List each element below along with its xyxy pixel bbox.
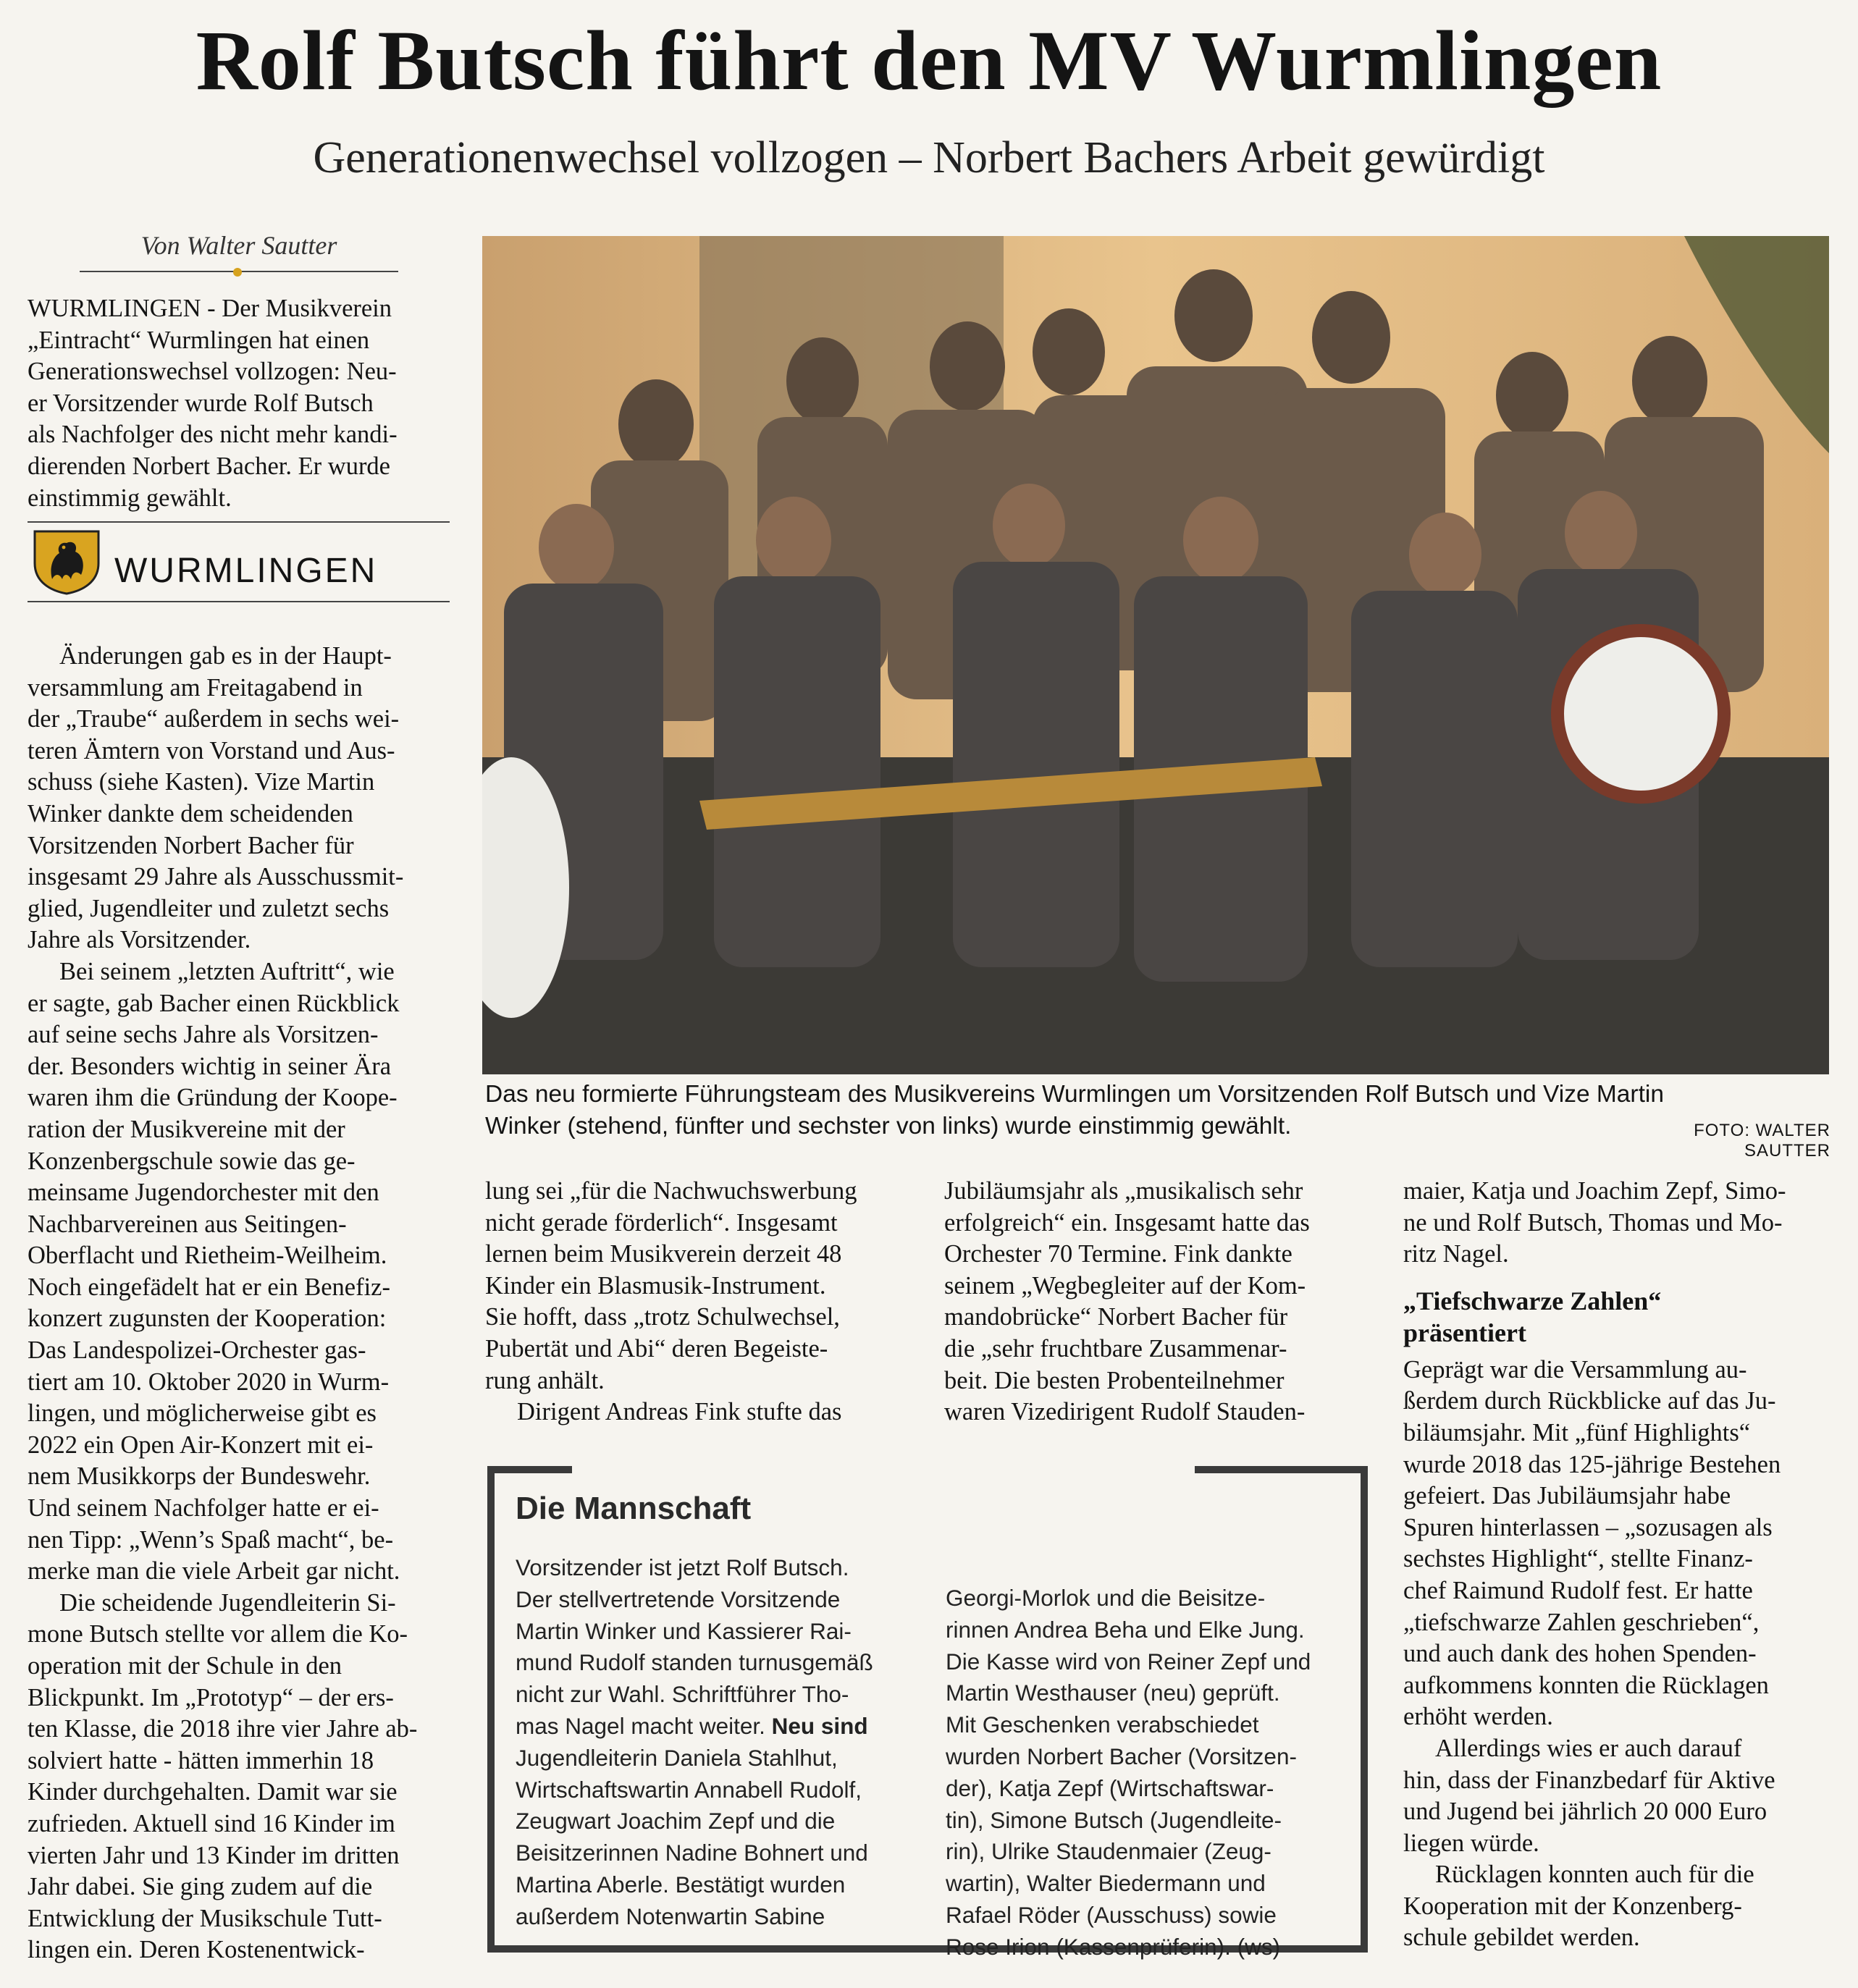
text-line: ritz Nagel. — [1403, 1240, 1509, 1268]
text-line: Sie hofft, dass „trotz Schulwechsel, — [485, 1303, 840, 1331]
paragraph — [1403, 1355, 1830, 1733]
text-line: konzert zugunsten der Kooperation: — [28, 1305, 387, 1333]
paragraph — [1403, 1859, 1830, 1954]
headline: Rolf Butsch führt den MV Wurmlingen — [196, 13, 1662, 108]
subheadline: Generationenwechsel vollzogen – Norbert Bachers Arbeit gewürdigt — [313, 133, 1545, 182]
text-line: aufkommens konnten die Rücklagen — [1403, 1671, 1769, 1699]
text-line: Pubertät und Abi“ deren Begeiste- — [485, 1334, 828, 1362]
text-line: hin, dass der Finanzbedarf für Aktive — [1403, 1766, 1775, 1794]
text-line: Jahre als Vorsitzender. — [28, 926, 251, 954]
text-line: Bei seinem „letzten Auftritt“, wie — [59, 957, 395, 985]
text-line: chef Raimund Rudolf fest. Er hatte — [1403, 1576, 1753, 1604]
text-line: ne und Rolf Butsch, Thomas und Mo- — [1403, 1208, 1783, 1237]
text-line: außerdem Notenwartin Sabine — [516, 1903, 825, 1929]
text-line: maier, Katja und Joachim Zepf, Simo- — [1403, 1177, 1786, 1205]
text-line: biläumsjahr. Mit „fünf Highlights“ — [1403, 1418, 1751, 1446]
text-line: der), Katja Zepf (Wirtschaftswar- — [946, 1774, 1274, 1801]
text-line: Rücklagen konnten auch für die — [1435, 1861, 1754, 1889]
divider — [28, 601, 450, 602]
article-column-2 — [485, 1176, 911, 1428]
text-line: mund Rudolf standen turnusgemäß — [516, 1649, 873, 1676]
text-line: mone Butsch stellte vor allem die Ko- — [28, 1620, 408, 1648]
text-line: „tiefschwarze Zahlen geschrieben“, — [1403, 1608, 1760, 1636]
byline-ornament — [233, 268, 242, 277]
text-line: Kinder durchgehalten. Damit war sie — [28, 1778, 398, 1806]
caption-line: Winker (stehend, fünfter und sechster von links) wurde einstimmig gewählt. — [485, 1113, 1292, 1140]
text-line: Mit Geschenken verabschiedet — [946, 1711, 1259, 1738]
article-column-3 — [944, 1176, 1370, 1428]
text-line: operation mit der Schule in den — [28, 1652, 342, 1680]
text-line: Rafael Röder (Ausschuss) sowie — [946, 1901, 1277, 1928]
text-line: insgesamt 29 Jahre als Ausschussmit- — [28, 863, 404, 891]
paragraph — [28, 1588, 450, 1966]
text-line: Änderungen gab es in der Haupt- — [59, 642, 392, 670]
section-subtitle — [1403, 1285, 1830, 1349]
text-line: Zeugwart Joachim Zepf und die — [516, 1808, 836, 1835]
text-line: Generationswechsel vollzogen: Neu- — [28, 358, 397, 386]
text-line: sechstes Highlight“, stellte Finanz- — [1403, 1545, 1753, 1573]
text-line: ration der Musikvereine mit der — [28, 1115, 345, 1143]
text-line: wurden Norbert Bacher (Vorsitzen- — [946, 1743, 1297, 1769]
text-line: lingen ein. Deren Kostenentwick- — [28, 1936, 365, 1964]
text-line: Blickpunkt. Im „Prototyp“ – der ers- — [28, 1683, 394, 1711]
text-line: rin), Ulrike Staudenmaier (Zeug- — [946, 1838, 1271, 1865]
text-line: waren ihm die Gründung der Koope- — [28, 1084, 398, 1112]
text-line: „Eintracht“ Wurmlingen hat einen — [28, 326, 370, 354]
text-line: Orchester 70 Termine. Fink dankte — [944, 1240, 1292, 1268]
text-line: Winker dankte dem scheidenden — [28, 799, 353, 827]
text-line: liegen würde. — [1403, 1829, 1539, 1857]
paragraph — [485, 1176, 911, 1397]
text-line: die „sehr fruchtbare Zusammenar- — [944, 1334, 1287, 1362]
text-line: gefeiert. Das Jubiläumsjahr habe — [1403, 1482, 1731, 1510]
text-line: Dirigent Andreas Fink stufte das — [517, 1398, 842, 1426]
text-line: Kooperation mit der Konzenberg- — [1403, 1892, 1742, 1920]
text-line: meinsame Jugendorchester mit den — [28, 1179, 379, 1207]
byline: Von Walter Sautter — [80, 230, 398, 272]
info-box-column-1 — [516, 1552, 921, 1933]
text-line: mandobrücke“ Norbert Bacher für — [944, 1303, 1288, 1331]
text-line: Martin Westhauser (neu) geprüft. — [946, 1680, 1280, 1706]
text-run: mas Nagel macht weiter. — [516, 1712, 765, 1739]
text-line: glied, Jugendleiter und zuletzt sechs — [28, 894, 390, 922]
text-line: schuss (siehe Kasten). Vize Martin — [28, 768, 375, 796]
text-line: Wirtschaftswartin Annabell Rudolf, — [516, 1776, 862, 1803]
text-line: Martina Aberle. Bestätigt wurden — [516, 1871, 846, 1898]
text-line: Allerdings wies er auch darauf — [1435, 1734, 1742, 1762]
text-line: vierten Jahr und 13 Kinder im dritten — [28, 1841, 400, 1869]
text-line: zufrieden. Aktuell sind 16 Kinder im — [28, 1809, 395, 1837]
text-line: beit. Die besten Probenteilnehmer — [944, 1366, 1285, 1394]
info-box-title: Die Mannschaft — [516, 1491, 752, 1526]
text-line: Georgi-Morlok und die Beisitze- — [946, 1585, 1266, 1611]
paragraph — [485, 1397, 911, 1428]
article-column-4 — [1403, 1176, 1830, 1954]
text-line: dierenden Norbert Bacher. Er wurde — [28, 452, 390, 480]
text-line: Entwicklung der Musikschule Tutt- — [28, 1904, 382, 1932]
photo-credit: FOTO: WALTER SAUTTER — [1694, 1121, 1830, 1161]
text-line: nem Musikkorps der Bundeswehr. — [28, 1462, 371, 1491]
caption-line: Das neu formierte Führungsteam des Musikvereins Wurmlingen um Vorsitzenden Rolf Butsch und Vize Martin — [485, 1081, 1664, 1108]
text-line: einstimmig gewählt. — [28, 484, 232, 512]
subtitle-line: präsentiert — [1403, 1318, 1526, 1347]
info-box-column-2 — [946, 1583, 1351, 1963]
text-line: Und seinem Nachfolger hatte er ei- — [28, 1494, 379, 1522]
location-label: WURMLINGEN — [114, 552, 378, 590]
text-line: Geprägt war die Versammlung au- — [1403, 1355, 1747, 1383]
group-photo — [482, 236, 1829, 1074]
text-line: Noch eingefädelt hat er ein Benefiz- — [28, 1273, 390, 1301]
text-line: nicht gerade förderlich“. Insgesamt — [485, 1208, 838, 1237]
text-line: nicht zur Wahl. Schriftführer Tho- — [516, 1681, 849, 1708]
text-line: erhöht werden. — [1403, 1703, 1553, 1731]
text-line: Jahr dabei. Sie ging zudem auf die — [28, 1873, 373, 1901]
divider — [28, 521, 450, 523]
text-line: Konzenbergschule sowie das ge- — [28, 1147, 356, 1175]
text-line: und Jugend bei jährlich 20 000 Euro — [1403, 1798, 1767, 1826]
text-line: Jubiläumsjahr als „musikalisch sehr — [944, 1177, 1303, 1205]
text-line: lung sei „für die Nachwuchswerbung — [485, 1177, 857, 1205]
text-line: ten Klasse, die 2018 ihre vier Jahre ab- — [28, 1715, 418, 1743]
text-line: tin), Simone Butsch (Jugendleite- — [946, 1806, 1282, 1833]
text-line: rung anhält. — [485, 1366, 605, 1394]
text-line: ßerdem durch Rückblicke auf das Ju- — [1403, 1387, 1776, 1415]
text-line: Vorsitzenden Norbert Bacher für — [28, 831, 354, 859]
text-line: wurde 2018 das 125-jährige Bestehen — [1403, 1450, 1781, 1478]
text-line: auf seine sechs Jahre als Vorsitzen- — [28, 1021, 379, 1049]
text-line: Kinder ein Blasmusik-Instrument. — [485, 1271, 826, 1300]
coat-of-arms-icon — [30, 528, 103, 595]
text-line: Vorsitzender ist jetzt Rolf Butsch. — [516, 1554, 849, 1580]
text-line: tiert am 10. Oktober 2020 in Wurm- — [28, 1368, 390, 1396]
text-line: solviert hatte - hätten immerhin 18 — [28, 1746, 374, 1774]
text-line: lingen, und möglicherweise gibt es — [28, 1399, 377, 1428]
article-column-1 — [28, 641, 450, 1966]
bold-text: Neu sind — [771, 1712, 868, 1739]
text-line: Der stellvertretende Vorsitzende — [516, 1585, 841, 1612]
text-line: erfolgreich“ ein. Insgesamt hatte das — [944, 1208, 1310, 1237]
lead-paragraph — [28, 293, 450, 514]
subtitle-line: „Tiefschwarze Zahlen“ — [1403, 1286, 1662, 1315]
paragraph — [1403, 1176, 1830, 1271]
text-line: lernen beim Musikverein derzeit 48 — [485, 1240, 842, 1268]
text-line — [516, 1711, 921, 1743]
text-line: rinnen Andrea Beha und Elke Jung. — [946, 1616, 1305, 1643]
text-line: versammlung am Freitagabend in — [28, 673, 363, 702]
text-line: der. Besonders wichtig in seiner Ära — [28, 1052, 392, 1080]
text-line: 2022 ein Open Air-Konzert mit ei- — [28, 1431, 374, 1459]
text-line: teren Ämtern von Vorstand und Aus- — [28, 736, 395, 765]
text-line: Rose Irion (Kassenprüferin). (ws) — [946, 1933, 1281, 1960]
text-line: und auch dank des hohen Spenden- — [1403, 1640, 1757, 1668]
text-line: als Nachfolger des nicht mehr kandi- — [28, 421, 398, 449]
paragraph — [28, 956, 450, 1588]
text-line: Die scheidende Jugendleiterin Si- — [59, 1588, 396, 1617]
text-line: schule gebildet werden. — [1403, 1924, 1640, 1952]
text-line: Das Landespolizei-Orchester gas- — [28, 1336, 366, 1365]
text-line: Jugendleiterin Daniela Stahlhut, — [516, 1744, 838, 1771]
text-line: er Vorsitzender wurde Rolf Butsch — [28, 389, 374, 417]
text-line: merke man die viele Arbeit gar nicht. — [28, 1557, 400, 1585]
text-line: der „Traube“ außerdem in sechs wei- — [28, 705, 400, 733]
text-line: er sagte, gab Bacher einen Rückblick — [28, 989, 400, 1017]
text-line: Spuren hinterlassen – „sozusagen als — [1403, 1513, 1773, 1541]
text-line: Beisitzerinnen Nadine Bohnert und — [516, 1840, 868, 1866]
text-line: Oberflacht und Rietheim-Weilheim. — [28, 1242, 387, 1270]
text-line: Martin Winker und Kassierer Rai- — [516, 1617, 852, 1644]
text-line: nen Tipp: „Wenn’s Spaß macht“, be- — [28, 1525, 394, 1554]
text-line: Die Kasse wird von Reiner Zepf und — [946, 1648, 1311, 1675]
paragraph — [1403, 1733, 1830, 1859]
paragraph — [944, 1176, 1370, 1428]
text-line: seinem „Wegbegleiter auf der Kom- — [944, 1271, 1306, 1300]
text-line: waren Vizedirigent Rudolf Stauden- — [944, 1398, 1306, 1426]
text-line: wartin), Walter Biedermann und — [946, 1870, 1266, 1897]
text-line: Nachbarvereinen aus Seitingen- — [28, 1210, 347, 1238]
text-line: WURMLINGEN - Der Musikverein — [28, 295, 392, 322]
paragraph — [28, 641, 450, 956]
